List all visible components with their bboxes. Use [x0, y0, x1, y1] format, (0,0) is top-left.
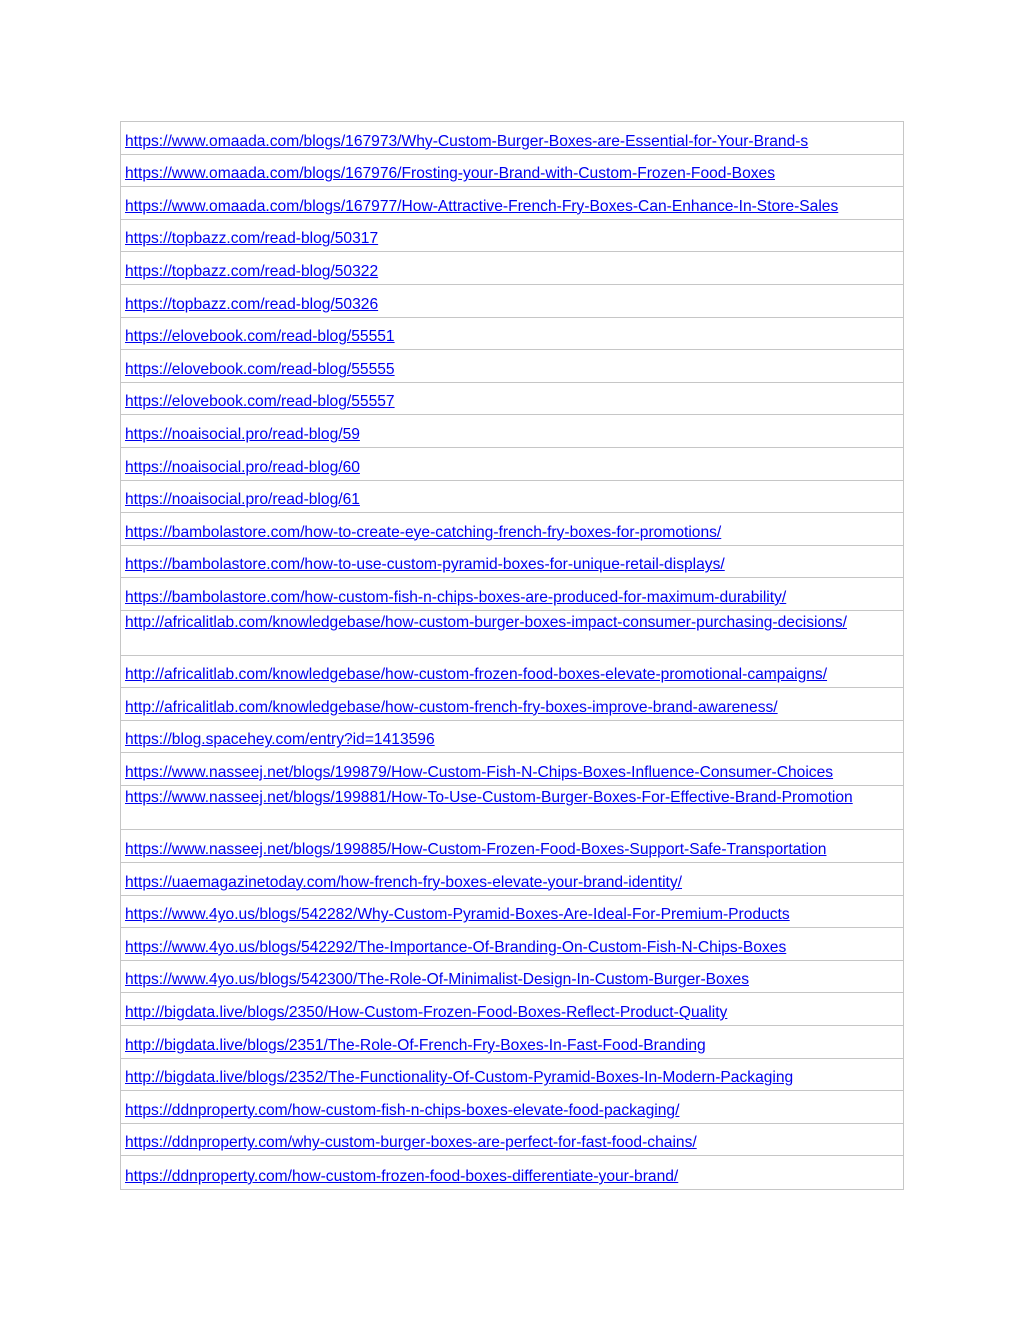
url-link[interactable]: https://www.4yo.us/blogs/542282/Why-Custom-Pyramid-Boxes-Are-Ideal-For-Premium-Products — [125, 906, 790, 924]
link-row — [121, 786, 903, 831]
link-row — [121, 1124, 903, 1157]
url-link[interactable]: https://ddnproperty.com/why-custom-burger-boxes-are-perfect-for-fast-food-chains/ — [125, 1134, 697, 1152]
url-link[interactable]: https://www.omaada.com/blogs/167976/Frosting-your-Brand-with-Custom-Frozen-Food-Boxes — [125, 165, 776, 183]
url-link[interactable]: https://uaemagazinetoday.com/how-french-fry-boxes-elevate-your-brand-identity/ — [125, 873, 683, 891]
link-row — [121, 688, 903, 721]
link-row — [121, 155, 903, 188]
url-link[interactable]: https://www.nasseej.net/blogs/199885/How-Custom-Frozen-Food-Boxes-Support-Safe-Transportation — [125, 841, 827, 859]
url-link[interactable]: https://ddnproperty.com/how-custom-fish-n-chips-boxes-elevate-food-packaging/ — [125, 1101, 680, 1119]
link-row — [121, 863, 903, 896]
url-link[interactable]: http://bigdata.live/blogs/2350/How-Custom-Frozen-Food-Boxes-Reflect-Product-Quality — [125, 1004, 728, 1022]
url-link[interactable]: https://www.omaada.com/blogs/167973/Why-Custom-Burger-Boxes-are-Essential-for-Your-Brand-s — [125, 132, 809, 150]
url-link[interactable]: https://www.4yo.us/blogs/542292/The-Importance-Of-Branding-On-Custom-Fish-N-Chips-Boxes — [125, 938, 787, 956]
link-row — [121, 383, 903, 416]
url-link[interactable]: https://bambolastore.com/how-custom-fish-n-chips-boxes-are-produced-for-maximum-durability/ — [125, 588, 787, 606]
url-link[interactable]: https://www.omaada.com/blogs/167977/How-Attractive-French-Fry-Boxes-Can-Enhance-In-Store-Sales — [125, 197, 839, 215]
link-row — [121, 285, 903, 318]
link-row — [121, 448, 903, 481]
link-row — [121, 1026, 903, 1059]
link-row — [121, 830, 903, 863]
link-row — [121, 513, 903, 546]
url-link[interactable]: https://blog.spacehey.com/entry?id=1413596 — [125, 731, 435, 749]
url-link[interactable]: https://topbazz.com/read-blog/50322 — [125, 262, 379, 280]
link-row — [121, 961, 903, 994]
link-row — [121, 721, 903, 754]
link-row — [121, 1156, 903, 1189]
url-link[interactable]: https://elovebook.com/read-blog/55557 — [125, 393, 395, 411]
link-row — [121, 252, 903, 285]
link-row — [121, 896, 903, 929]
link-row — [121, 1091, 903, 1124]
url-link[interactable]: https://bambolastore.com/how-to-create-eye-catching-french-fry-boxes-for-promotions/ — [125, 523, 722, 541]
url-link[interactable]: https://elovebook.com/read-blog/55555 — [125, 360, 395, 378]
link-row — [121, 350, 903, 383]
url-link[interactable]: https://topbazz.com/read-blog/50326 — [125, 295, 379, 313]
url-link[interactable]: https://ddnproperty.com/how-custom-frozen-food-boxes-differentiate-your-brand/ — [125, 1168, 679, 1185]
link-row — [121, 122, 903, 155]
link-row — [121, 415, 903, 448]
link-row — [121, 656, 903, 689]
url-link[interactable]: https://elovebook.com/read-blog/55551 — [125, 328, 395, 346]
link-table — [120, 121, 904, 1190]
url-link[interactable]: http://bigdata.live/blogs/2352/The-Functionality-Of-Custom-Pyramid-Boxes-In-Modern-Packaging — [125, 1069, 794, 1087]
link-row — [121, 220, 903, 253]
link-row — [121, 611, 903, 656]
url-link[interactable]: http://africalitlab.com/knowledgebase/how-custom-burger-boxes-impact-consumer-purchasing-decisions/ — [125, 613, 847, 631]
link-row — [121, 318, 903, 351]
link-row — [121, 928, 903, 961]
link-row — [121, 481, 903, 514]
link-row — [121, 1059, 903, 1092]
link-row — [121, 578, 903, 611]
url-link[interactable]: http://africalitlab.com/knowledgebase/how-custom-frozen-food-boxes-elevate-promotional-campaigns/ — [125, 666, 828, 684]
link-row — [121, 993, 903, 1026]
url-link[interactable]: https://www.4yo.us/blogs/542300/The-Role-Of-Minimalist-Design-In-Custom-Burger-Boxes — [125, 971, 749, 989]
url-link[interactable]: http://africalitlab.com/knowledgebase/how-custom-french-fry-boxes-improve-brand-awareness/ — [125, 698, 778, 716]
link-row — [121, 753, 903, 786]
url-link[interactable]: https://www.nasseej.net/blogs/199879/How-Custom-Fish-N-Chips-Boxes-Influence-Consumer-Choices — [125, 763, 834, 781]
url-link[interactable]: https://noaisocial.pro/read-blog/61 — [125, 491, 360, 509]
link-row — [121, 187, 903, 220]
url-link[interactable]: https://noaisocial.pro/read-blog/59 — [125, 425, 360, 443]
url-link[interactable]: https://noaisocial.pro/read-blog/60 — [125, 458, 360, 476]
link-row — [121, 546, 903, 579]
url-link[interactable]: https://topbazz.com/read-blog/50317 — [125, 230, 379, 248]
url-link[interactable]: https://bambolastore.com/how-to-use-custom-pyramid-boxes-for-unique-retail-displays/ — [125, 556, 725, 574]
url-link[interactable]: https://www.nasseej.net/blogs/199881/How-To-Use-Custom-Burger-Boxes-For-Effective-Brand-Promotion — [125, 788, 853, 806]
url-link[interactable]: http://bigdata.live/blogs/2351/The-Role-Of-French-Fry-Boxes-In-Fast-Food-Branding — [125, 1036, 706, 1054]
